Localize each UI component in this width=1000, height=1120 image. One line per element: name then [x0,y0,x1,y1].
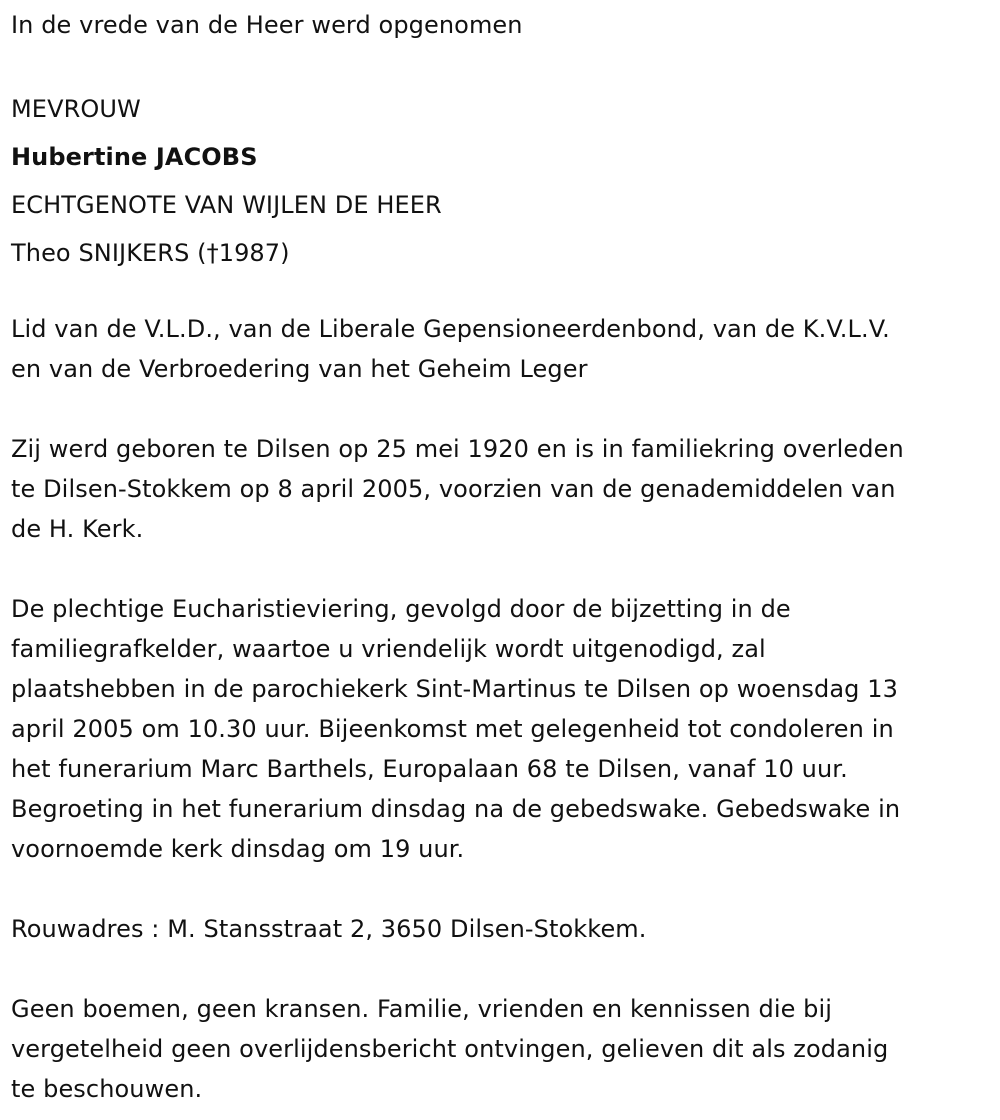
spacer [11,949,991,989]
birth-death-line: te Dilsen-Stokkem op 8 april 2005, voorzien van de genademiddelen van [11,475,896,503]
address-line: Rouwadres : M. Stansstraat 2, 3650 Dilsen-Stokkem. [11,915,647,943]
ceremony-line: voornoemde kerk dinsdag om 19 uur. [11,835,465,863]
relation-line: ECHTGENOTE VAN WIJLEN DE HEER [11,191,442,219]
spacer [11,277,991,309]
spacer [11,869,991,909]
deceased-name: Hubertine JACOBS [11,143,258,171]
spacer [11,549,991,589]
closing-line: Geen boemen, geen kransen. Familie, vrienden en kennissen die bij [11,995,833,1023]
ceremony-line: familiegrafkelder, waartoe u vriendelijk wordt uitgenodigd, zal [11,635,766,663]
spouse-line: Theo SNIJKERS (†1987) [11,239,290,267]
spacer [11,45,991,85]
birth-death-line: Zij werd geboren te Dilsen op 25 mei 1920 en is in familiekring overleden [11,435,904,463]
spacer [11,389,991,429]
membership-line: Lid van de V.L.D., van de Liberale Gepensioneerdenbond, van de K.V.L.V. [11,315,890,343]
death-notice [11,0,991,1109]
ceremony-line: plaatshebben in de parochiekerk Sint-Martinus te Dilsen op woensdag 13 [11,675,898,703]
closing-line: te beschouwen. [11,1075,203,1103]
ceremony-line: Begroeting in het funerarium dinsdag na de gebedswake. Gebedswake in [11,795,901,823]
ceremony-line: het funerarium Marc Barthels, Europalaan 68 te Dilsen, vanaf 10 uur. [11,755,848,783]
ceremony-line: De plechtige Eucharistieviering, gevolgd door de bijzetting in de [11,595,791,623]
closing-line: vergetelheid geen overlijdensbericht ontvingen, gelieven dit als zodanig [11,1035,889,1063]
title-line: MEVROUW [11,95,141,123]
ceremony-line: april 2005 om 10.30 uur. Bijeenkomst met gelegenheid tot condoleren in [11,715,894,743]
intro-line: In de vrede van de Heer werd opgenomen [11,11,523,39]
birth-death-line: de H. Kerk. [11,515,144,543]
membership-line: en van de Verbroedering van het Geheim Leger [11,355,588,383]
